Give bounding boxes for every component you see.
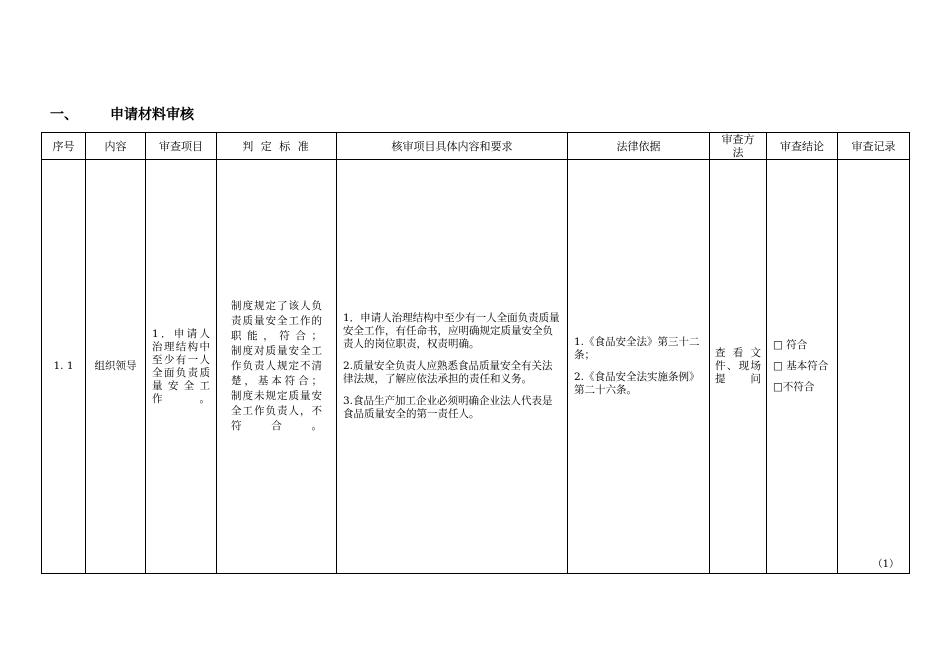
requirement-paragraph: 1．申请人治理结构中至少有一人全面负责质量安全工作，有任命书，应明确规定质量安全负责人的岗位职责，权责明确。 bbox=[343, 312, 560, 350]
table-row bbox=[42, 160, 910, 574]
item-text: 1．申请人治理结构中至少有一人全面负责质量安全工作。 bbox=[152, 327, 210, 405]
checkbox-basically-conforms[interactable]: □ 基本符合 bbox=[773, 360, 829, 372]
cell-method bbox=[710, 160, 767, 574]
header-row bbox=[42, 133, 910, 160]
legal-basis-item: 2.《食品安全法实施条例》第二十六条。 bbox=[574, 371, 700, 396]
cell-seq: 1. 1 bbox=[42, 160, 86, 574]
requirement-paragraph: 2.质量安全负责人应熟悉食品质量安全有关法律法规，了解应依法承担的责任和义务。 bbox=[343, 360, 553, 385]
section-number: 一、 bbox=[50, 107, 78, 123]
header-conclusion: 审查结论 bbox=[767, 133, 838, 160]
section-title: 申请材料审核 bbox=[110, 107, 194, 123]
checkbox-not-conform[interactable]: □不符合 bbox=[773, 381, 815, 393]
header-criteria: 判 定 标 准 bbox=[217, 133, 337, 160]
requirement-paragraph: 3.食品生产加工企业必须明确企业法人代表是食品质量安全的第一责任人。 bbox=[343, 395, 553, 420]
legal-basis-item: 1.《食品安全法》第三十二条； bbox=[574, 336, 700, 361]
cell-content: 组织领导 bbox=[86, 160, 146, 574]
header-record: 审查记录 bbox=[838, 133, 910, 160]
header-method: 审查方法 bbox=[710, 133, 767, 160]
header-legal-basis: 法律依据 bbox=[568, 133, 710, 160]
page-number: （1） bbox=[872, 559, 899, 570]
cell-legal-basis bbox=[568, 160, 710, 574]
cell-item bbox=[146, 160, 217, 574]
section-heading bbox=[50, 104, 194, 124]
header-item: 审查项目 bbox=[146, 133, 217, 160]
criteria-line: 制度未规定质量安全工作负责人，不符合。 bbox=[231, 390, 322, 432]
criteria-line: 制度对质量安全工作负责人规定不清楚，基本符合； bbox=[231, 345, 322, 387]
criteria-line: 制度规定了该人负责质量安全工作的职能，符合； bbox=[231, 300, 322, 342]
cell-conclusion bbox=[767, 160, 838, 574]
cell-criteria bbox=[217, 160, 337, 574]
header-requirements: 核审项目具体内容和要求 bbox=[337, 133, 568, 160]
header-content: 内容 bbox=[86, 133, 146, 160]
method-text: 查看文件、现场提问 bbox=[715, 347, 761, 385]
cell-record bbox=[838, 160, 910, 574]
checkbox-conforms[interactable]: □ 符合 bbox=[773, 339, 808, 351]
audit-table bbox=[41, 132, 910, 574]
header-seq: 序号 bbox=[42, 133, 86, 160]
cell-requirements bbox=[337, 160, 568, 574]
